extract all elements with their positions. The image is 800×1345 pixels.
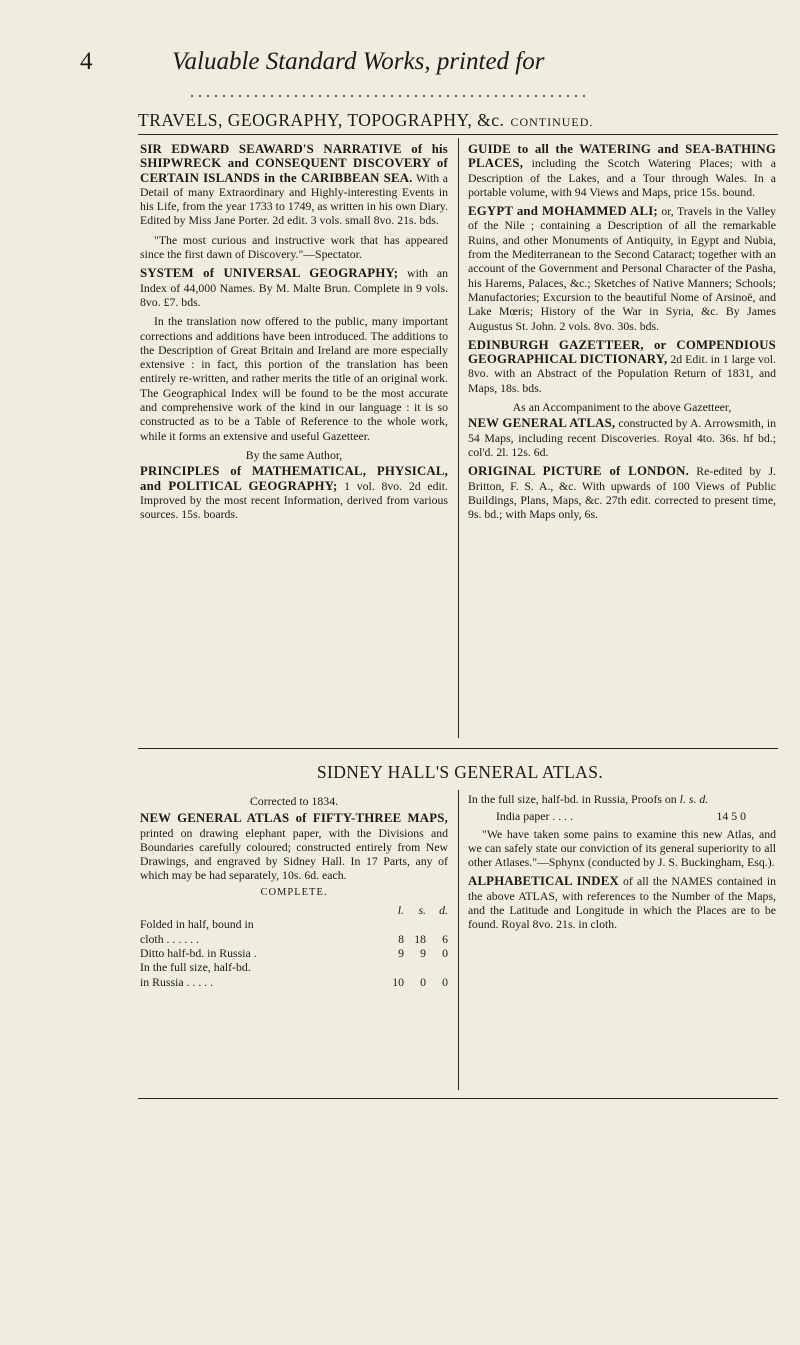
- price-amount: [382, 917, 404, 931]
- price-column-header: s.: [418, 903, 426, 918]
- entry-body: 2d Edit. in 1 large vol. 8vo. with an Abstract of the Population Return of 1831, and Maps, 18s. bds.: [468, 352, 776, 395]
- left-column: [140, 142, 448, 526]
- entry-picture-of-london: [468, 464, 776, 521]
- accompaniment-note: As an Accompaniment to the above Gazetteer,: [512, 400, 732, 415]
- continued-label: CONTINUED.: [510, 115, 594, 129]
- page-number: 4: [80, 48, 93, 75]
- entry-body: Re-edited by J. Britton, F. S. A., &c. With upwards of 100 Views of Public Buildings, Plans, Maps, &c. 27th edit. corrected to present time, 9s. bd.; with Maps only, 6s.: [468, 464, 777, 522]
- india-paper-amount: 14 5 0: [716, 809, 746, 824]
- entry-heading: EDINBURGH GAZETTEER, or COMPENDIOUS GEOGRAPHICAL DICTIONARY,: [468, 337, 776, 367]
- entry-paragraph: In the translation now offered to the public, many important corrections and additions have been introduced. The additions to the Description of Great Britain and Ireland are more especially extensive : in fact, this portion of the translation has been entirely re-written, and rather merits the title of an original work. The Geographical Index will be found to be the most accurate and comprehensive work of the kind in our language : it is so constructed as to be a Table of Reference to the whole work, while it forms an extensive and useful Gazetteer.: [140, 314, 448, 443]
- price-amount: 6: [442, 931, 448, 946]
- entry-body: With a Detail of many Extraordinary and Highly-interesting Events in his Life, from the year 1733 to 1749, as written in his own Diary. Edited by Miss Jane Porter. 2d edit. 3 vols. small 8vo. 21s. bds.: [140, 170, 448, 228]
- price-amount: [404, 917, 426, 931]
- entry-heading: NEW GENERAL ATLAS,: [468, 416, 616, 431]
- price-row: [140, 975, 448, 989]
- entry-quote: "The most curious and instructive work that has appeared since the first dawn of Discovery."—Spectator.: [140, 232, 448, 262]
- entry-seaward: [140, 142, 448, 228]
- atlas-column-divider: [458, 790, 459, 1090]
- entry-body: of all the NAMES contained in the above ATLAS, with references to the Number of the Maps, and the Latitude and Longitude in which the Places are to be found. Royal 8vo. 21s. in cloth.: [468, 874, 776, 932]
- entry-universal-geography: [140, 266, 448, 309]
- price-amount: [404, 960, 426, 974]
- price-row: [140, 932, 448, 946]
- entry-heading: GUIDE to all the WATERING and SEA-BATHING PLACES,: [468, 142, 776, 171]
- price-header-row: [140, 903, 448, 917]
- price-amount: 9: [420, 945, 426, 960]
- price-amount: 9: [398, 945, 404, 960]
- price-amount: 0: [420, 974, 426, 989]
- price-amount: 0: [442, 974, 448, 989]
- price-amount: [426, 917, 448, 931]
- by-same-author: By the same Author,: [245, 447, 343, 462]
- entry-body: 1 vol. 8vo. 2d edit. Improved by the most recent Information, derived from various sources. 15s. boards.: [140, 478, 448, 522]
- entry-body: printed on drawing elephant paper, with the Divisions and Boundaries carefully coloured; constructed entirely from New Drawings, and engraved by Sidney Hall. In 17 Parts, any of which may be had separately, 10s. 6d. each.: [140, 825, 448, 883]
- entry-edinburgh-gazetteer: [468, 338, 776, 395]
- price-row: [140, 917, 448, 931]
- price-label: cloth . . . . . .: [140, 931, 199, 946]
- entry-sidney-hall-atlas: [140, 811, 448, 882]
- price-row: [140, 946, 448, 960]
- proofs-note: [468, 792, 776, 806]
- entry-heading: ORIGINAL PICTURE of LONDON.: [468, 464, 689, 479]
- price-amount: [382, 960, 404, 974]
- atlas-left-column: [140, 792, 448, 989]
- entry-alphabetical-index: [468, 874, 776, 931]
- price-amount: 10: [392, 974, 404, 989]
- atlas-heading: SIDNEY HALL'S GENERAL ATLAS.: [316, 762, 604, 782]
- mid-rule: [138, 748, 778, 749]
- complete-label: COMPLETE.: [260, 886, 328, 898]
- entry-heading: SIR EDWARD SEAWARD'S NARRATIVE of his SHIPWRECK and CONSEQUENT DISCOVERY of CERTAIN ISLANDS in the CARIBBEAN SEA.: [140, 142, 448, 185]
- currency-header: l. s. d.: [679, 792, 709, 806]
- india-paper-label: India paper . . . .: [496, 809, 573, 824]
- entry-heading: NEW GENERAL ATLAS of FIFTY-THREE MAPS,: [140, 811, 448, 826]
- entry-general-atlas: [468, 416, 776, 459]
- price-label: Ditto half-bd. in Russia .: [140, 945, 257, 960]
- entry-heading: EGYPT and MOHAMMED ALI;: [468, 204, 658, 219]
- sphynx-quote: "We have taken some pains to examine this new Atlas, and we can safely state our conviction of its general superiority to all other Atlases."—Sphynx (conducted by J. S. Buckingham, Esq.).: [468, 826, 776, 870]
- price-column-header: d.: [439, 903, 448, 918]
- entry-body: or, Travels in the Valley of the Nile ; containing a Description of all the remarkable Ruins, and other Monuments of Antiquity, in Egypt and Nubia, from the Mediterranean to the Second Cataract; together with an account of the Government and Personal Character of the Pasha, his Harems, Palaces, &c.; Sketches of Native Manners; Schools; Manufactories; Excursion to the beautiful Nome of Arsinoë, and Lake Mœris; History of the War in Syria, &c. By James Augustus St. John. 2 vols. 8vo. 30s. bds.: [468, 204, 776, 333]
- entry-body: including the Scotch Watering Places; with a Description of the Lakes, and a Tour through Wales. In a portable volume, with 94 Views and Maps, price 15s. bound.: [468, 156, 776, 199]
- entry-body: constructed by A. Arrowsmith, in 54 Maps, including recent Discoveries. Royal 4to. 36s. hf bd.; col'd. 2l. 12s. 6d.: [468, 416, 776, 459]
- running-title: Valuable Standard Works, printed for: [172, 48, 545, 75]
- column-divider: [458, 138, 459, 738]
- price-table: [140, 903, 448, 989]
- bottom-rule: [138, 1098, 778, 1099]
- proofs-text: In the full size, half-bd. in Russia, Proofs on: [468, 792, 677, 806]
- running-head: [80, 44, 780, 80]
- india-paper-price: [468, 809, 776, 823]
- section-heading: [138, 110, 778, 131]
- entry-heading: PRINCIPLES of MATHEMATICAL, PHYSICAL, and POLITICAL GEOGRAPHY;: [140, 464, 448, 493]
- price-column-header: l.: [397, 903, 404, 918]
- entry-watering-places: [468, 142, 776, 199]
- entry-principles: [140, 464, 448, 521]
- price-amount: 0: [442, 945, 448, 960]
- corrected-note: Corrected to 1834.: [249, 794, 339, 808]
- entry-heading: SYSTEM of UNIVERSAL GEOGRAPHY;: [140, 266, 399, 281]
- price-amount: 8: [398, 931, 404, 946]
- price-amount: 18: [414, 931, 426, 946]
- price-row: [140, 960, 448, 974]
- section-title: TRAVELS, GEOGRAPHY, TOPOGRAPHY, &c.: [138, 110, 505, 130]
- entry-egypt: [468, 204, 776, 333]
- price-label: In the full size, half-bd.: [140, 960, 251, 975]
- top-rule: [138, 134, 778, 135]
- ornamental-rule: [188, 92, 588, 100]
- right-column: [468, 142, 776, 526]
- price-label: Folded in half, bound in: [140, 917, 254, 932]
- entry-heading: ALPHABETICAL INDEX: [468, 874, 619, 889]
- price-amount: [426, 960, 448, 974]
- price-label: in Russia . . . . .: [140, 974, 214, 989]
- entry-body: with an Index of 44,000 Names. By M. Malte Brun. Complete in 9 vols. 8vo. £7. bds.: [140, 266, 448, 309]
- atlas-right-column: [468, 792, 776, 937]
